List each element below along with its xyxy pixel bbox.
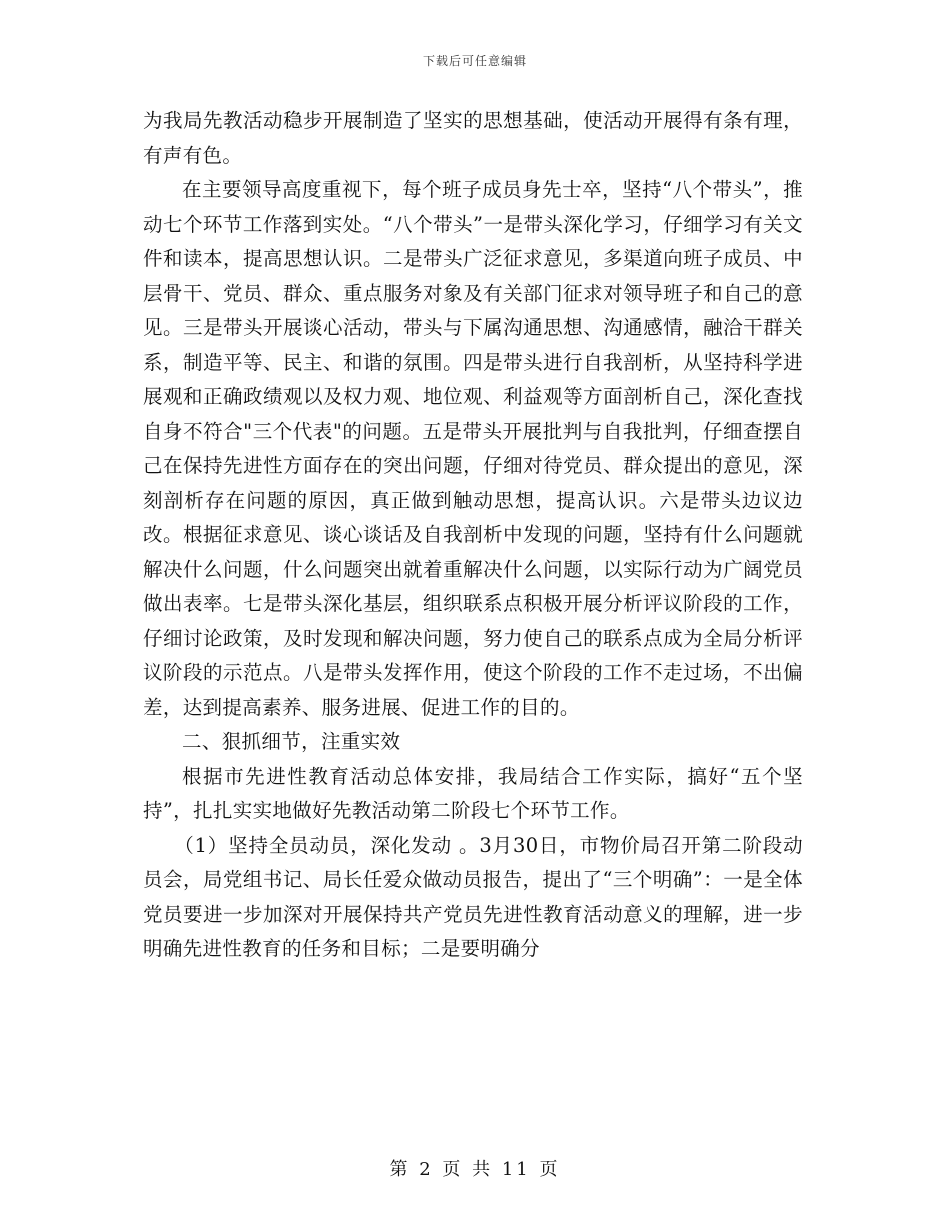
paragraph-eight-leads: 在主要领导高度重视下，每个班子成员身先士卒，坚持“八个带头”，推动七个环节工作落到实处。“八个带头”一是带头深化学习，仔细学习有关文件和读本，提高思想认识。二是带头广泛征求意见，多渠道向班子成员、中层骨干、党员、群众、重点服务对象及有关部门征求对领导班子和自己的意见。三是带头开展谈心活动，带头与下属沟通思想、沟通感情，融洽干群关系，制造平等、民主、和谐的氛围。四是带头进行自我剖析，从坚持科学进展观和正确政绩观以及权力观、地位观、利益观等方面剖析自己，深化查找自身不符合"三个代表"的问题。五是带头开展批判与自我批判，仔细查摆自己在保持先进性方面存在的突出问题，仔细对待党员、群众提出的意见，深刻剖析存在问题的原因，真正做到触动思想，提高认识。六是带头边议边改。根据征求意见、谈心谈话及自我剖析中发现的问题，坚持有什么问题就解决什么问题，什么问题突出就着重解决什么问题，以实际行动为广阔党员做出表率。七是带头深化基层，组织联系点积极开展分析评议阶段的工作，仔细讨论政策，及时发现和解决问题，努力使自己的联系点成为全局分析评议阶段的示范点。八是带头发挥作用，使这个阶段的工作不走过场，不出偏差，达到提高素养、服务进展、促进工作的目的。 [143, 178, 803, 719]
section-heading: 二、狠抓细节，注重实效 [182, 730, 401, 753]
page-header: 下载后可任意编辑 [422, 54, 527, 68]
paragraph-continuation: 为我局先教活动稳步开展制造了坚实的思想基础，使活动开展得有条有理，有声有色。 [143, 109, 803, 167]
paragraph-five-persists: 根据市先进性教育活动总体安排，我局结合工作实际，搞好“五个坚持”，扎扎实实地做好先教活动第二阶段七个环节工作。 [143, 764, 803, 822]
page-footer: 第 2 页 共 11 页 [389, 1159, 561, 1180]
document-body [143, 104, 803, 967]
paragraph-item-one: （1）坚持全员动员，深化发动 。3月30日，市物价局召开第二阶段动员会，局党组书记、局长任爱众做动员报告，提出了“三个明确”：一是全体党员要进一步加深对开展保持共产党员先进性教育活动意义的理解，进一步明确先进性教育的任务和目标；二是要明确分 [143, 833, 803, 960]
